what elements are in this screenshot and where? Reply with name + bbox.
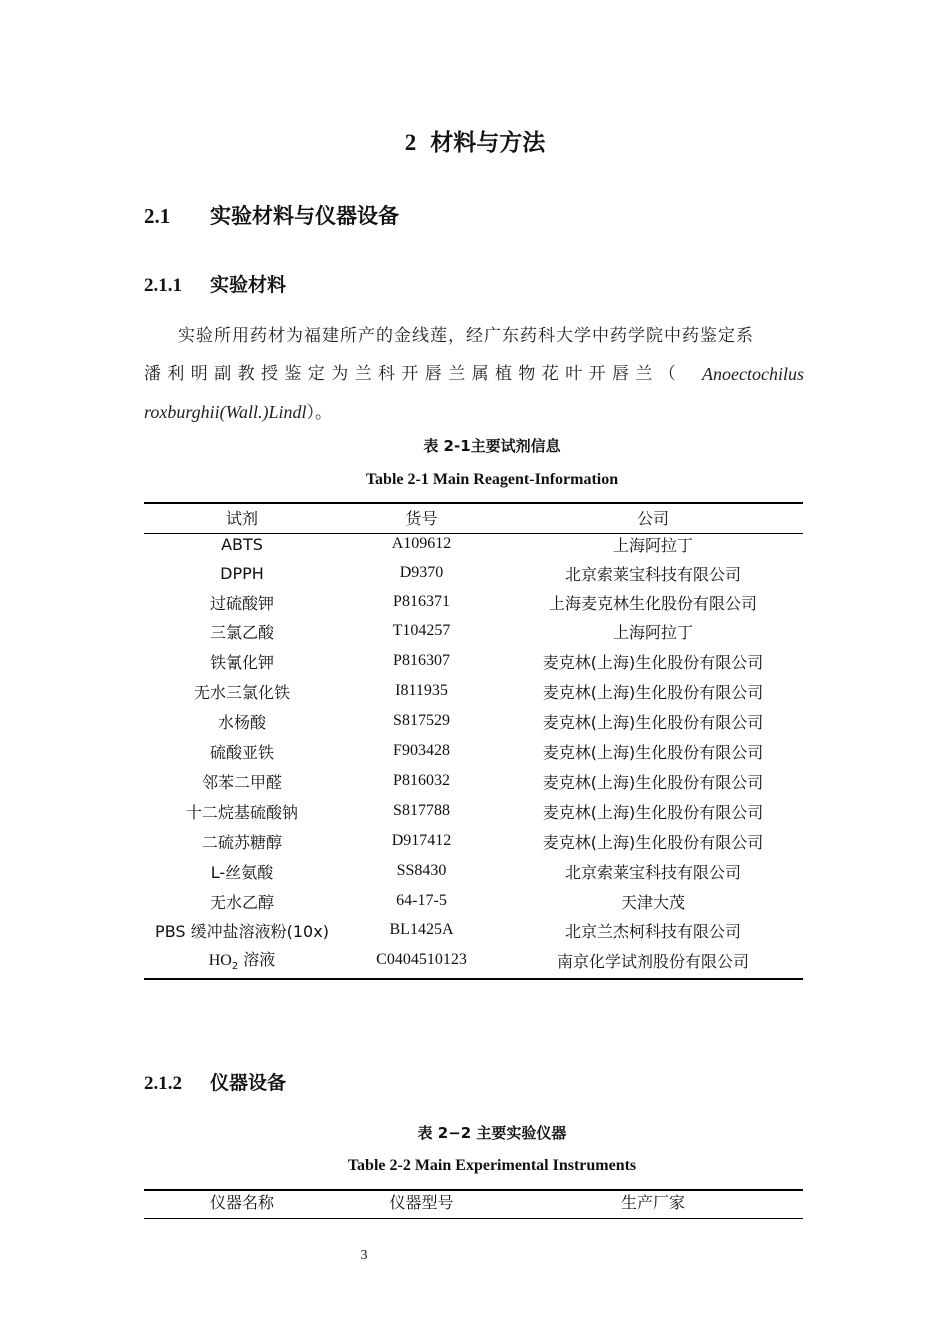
table-row: [144, 826, 803, 856]
table2-header-name: 仪器名称: [209, 1192, 274, 1212]
paragraph-line-3-end: ）。: [306, 403, 333, 423]
section-number: 2.1: [144, 204, 171, 228]
table1-header-reagent: 试剂: [225, 508, 258, 528]
table-cell-company: 南京化学试剂股份有限公司: [556, 951, 749, 971]
table-cell-company: 天津大茂: [620, 892, 685, 912]
table-cell-code: C0404510123: [376, 951, 467, 968]
table-row: [144, 856, 803, 886]
table1-header-company: 公司: [636, 508, 669, 528]
table-cell-reagent: 铁氰化钾: [209, 652, 274, 672]
section-title: 实验材料与仪器设备: [210, 204, 399, 228]
table-cell-code: F903428: [393, 742, 450, 759]
table-cell-company: 上海阿拉丁: [612, 535, 693, 555]
table-cell-reagent: 水杨酸: [217, 712, 266, 732]
paragraph-line-2-cn: 潘利明副教授鉴定为兰科开唇兰属植物花叶开唇兰（: [144, 364, 683, 384]
table-cell-code: P816307: [393, 652, 450, 669]
table-cell-company: 上海阿拉丁: [612, 622, 693, 642]
section-title: 实验材料: [210, 274, 287, 296]
table-cell-reagent: 硫酸亚铁: [209, 742, 274, 762]
table-cell-code: SS8430: [396, 862, 447, 879]
table-cell-code: S817788: [393, 802, 450, 819]
table-cell-code: T104257: [392, 622, 451, 639]
table-cell-company: 北京索莱宝科技有限公司: [564, 862, 741, 882]
table-cell-code: A109612: [391, 535, 452, 552]
table-row: [144, 945, 803, 975]
table1-header-code: 货号: [405, 508, 438, 528]
table-cell-reagent: 无水乙醇: [209, 892, 274, 912]
table2-header-row: [144, 1186, 803, 1216]
table-row: [144, 558, 803, 588]
table-cell-reagent: 无水三氯化铁: [193, 682, 290, 702]
paragraph-latin-genus: Anoectochilus: [702, 364, 804, 384]
table-cell-reagent: PBS 缓冲盐溶液粉(10x): [155, 921, 329, 941]
table-row: [144, 736, 803, 766]
table2-caption-en: Table 2-2 Main Experimental Instruments: [347, 1157, 637, 1174]
reagent-suffix: 溶液: [238, 950, 276, 970]
table-row: [144, 646, 803, 676]
paragraph-line-3: [144, 393, 804, 432]
table1-bottom-rule: [144, 978, 803, 980]
table-row: [144, 587, 803, 617]
table-cell-reagent: 三氯乙酸: [209, 622, 274, 642]
table-cell-code: P816032: [393, 772, 450, 789]
table-cell-company: 麦克林(上海)生化股份有限公司: [542, 712, 764, 732]
table-row: [144, 766, 803, 796]
table-cell-reagent: [144, 947, 340, 972]
table-row: [144, 706, 803, 736]
reagent-formula: HO: [208, 952, 232, 970]
table-cell-reagent: ABTS: [221, 534, 263, 554]
section-2-1-2-heading: [144, 1068, 286, 1095]
table-row: [144, 886, 803, 916]
table-cell-company: 上海麦克林生化股份有限公司: [548, 593, 757, 613]
table-cell-company: 麦克林(上海)生化股份有限公司: [542, 802, 764, 822]
table-cell-company: 北京兰杰柯科技有限公司: [564, 921, 741, 941]
table1-caption-cn: 表 2-1主要试剂信息: [423, 437, 561, 455]
page-number: 3: [360, 1248, 368, 1263]
table-cell-company: 麦克林(上海)生化股份有限公司: [542, 682, 764, 702]
table-cell-code: S817529: [393, 712, 450, 729]
section-title: 仪器设备: [210, 1072, 287, 1094]
table1-header-row: [144, 502, 803, 532]
paragraph-line-2: [144, 355, 804, 393]
table-cell-reagent: 二硫苏糖醇: [201, 832, 282, 852]
table-row: [144, 796, 803, 826]
table-cell-code: 64-17-5: [396, 892, 447, 909]
table-cell-company: 麦克林(上海)生化股份有限公司: [542, 832, 764, 852]
table-row: [144, 915, 803, 945]
table2-caption-cn: 表 2−2 主要实验仪器: [417, 1124, 567, 1142]
table2-header-rule: [144, 1218, 803, 1219]
reagent-formula-subscript: 2: [231, 961, 239, 973]
chapter-title: [0, 124, 950, 157]
table-cell-company: 麦克林(上海)生化股份有限公司: [542, 652, 764, 672]
section-number: 2.1.2: [144, 1073, 182, 1094]
paragraph-latin-species: roxburghii(Wall.)Lindl: [144, 402, 307, 422]
section-number: 2.1.1: [144, 275, 182, 296]
section-2-1-heading: [144, 200, 399, 230]
table-cell-code: D917412: [391, 832, 452, 849]
table-cell-reagent: DPPH: [220, 563, 264, 583]
table-cell-reagent: 十二烷基硫酸钠: [185, 802, 298, 822]
table-cell-code: P816371: [393, 593, 450, 610]
table-cell-company: 麦克林(上海)生化股份有限公司: [542, 742, 764, 762]
table-cell-reagent: 过硫酸钾: [209, 593, 274, 613]
table-row: [144, 676, 803, 706]
table-cell-code: D9370: [399, 564, 444, 581]
table-cell-code: BL1425A: [389, 921, 454, 938]
table-cell-company: 北京索莱宝科技有限公司: [564, 564, 741, 584]
table-cell-company: 麦克林(上海)生化股份有限公司: [542, 772, 764, 792]
table2-header-model: 仪器型号: [389, 1192, 454, 1212]
paragraph-line-1: 实验所用药材为福建所产的金线莲，经广东药科大学中药学院中药鉴定系: [178, 326, 754, 346]
table-cell-code: I811935: [395, 682, 448, 699]
section-2-1-1-heading: [144, 270, 286, 297]
table-cell-reagent: L-丝氨酸: [210, 862, 274, 882]
table-cell-reagent: 邻苯二甲醛: [201, 772, 282, 792]
chapter-number: 2: [404, 130, 417, 155]
table1-caption-en: Table 2-1 Main Reagent-Information: [365, 471, 619, 488]
table-row: [144, 529, 803, 559]
table-row: [144, 616, 803, 646]
table2-header-manufacturer: 生产厂家: [620, 1192, 685, 1212]
chapter-title-text: 材料与方法: [430, 130, 546, 156]
